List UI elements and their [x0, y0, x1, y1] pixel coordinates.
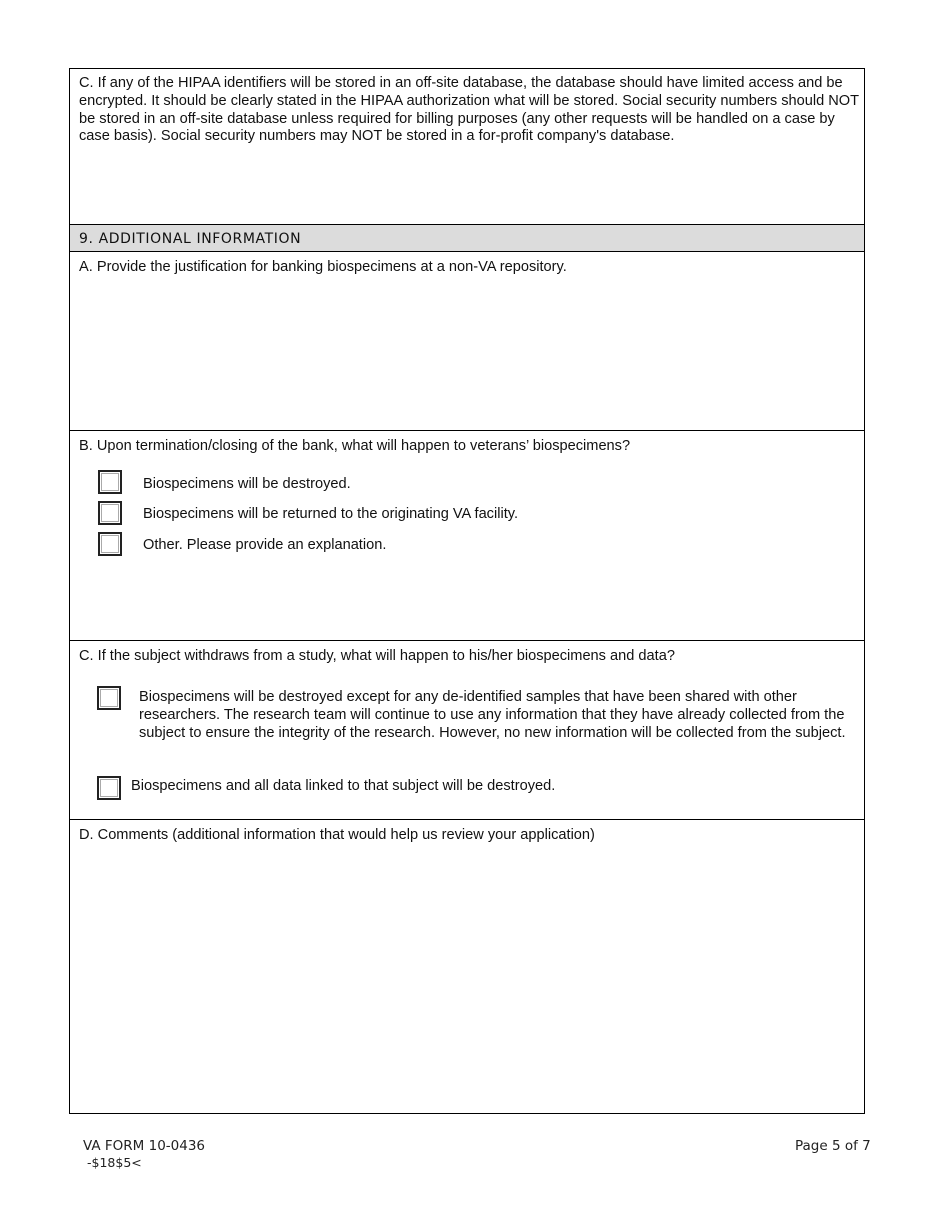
- section-8c: [70, 69, 864, 225]
- option-destroyed-label: Biospecimens will be destroyed.: [143, 476, 351, 492]
- option-other-label: Other. Please provide an explanation.: [143, 537, 387, 553]
- section-9-header: [70, 225, 864, 252]
- option-returned-label: Biospecimens will be returned to the originating VA facility.: [143, 506, 519, 522]
- checkbox-deidentified-retained[interactable]: [97, 686, 121, 710]
- section-9d[interactable]: [70, 820, 864, 1113]
- checkbox-destroyed[interactable]: [98, 470, 122, 494]
- checkbox-other[interactable]: [98, 532, 122, 556]
- checkbox-returned[interactable]: [98, 501, 122, 525]
- option-deidentified-label: Biospecimens will be destroyed except for any de-identified samples that have been shared with other researchers. The research team will continue to use any information that they have already collected from the subject to ensure the integrity of the research. However, no new information will be collected from the subject.: [139, 689, 846, 741]
- question-9c: C. If the subject withdraws from a study, what will happen to his/her biospecimens and data?: [79, 648, 675, 664]
- form-page: [69, 68, 865, 1114]
- checkbox-all-destroyed[interactable]: [97, 776, 121, 800]
- section-9b: [70, 431, 864, 641]
- hipaa-storage-instructions: C. If any of the HIPAA identifiers will be stored in an off-site database, the database should have limited access and be encrypted. It should be clearly stated in the HIPAA authorization what will be stored. Social security numbers should NOT be stored in an off-site database unless required for billing purposes (any other requests will be handled on a case by case basis). Social security numbers may NOT be stored in a for-profit company's database.: [79, 75, 859, 145]
- page-number: Page 5 of 7: [795, 1138, 871, 1154]
- option-all-destroyed-label: Biospecimens and all data linked to that subject will be destroyed.: [131, 778, 556, 794]
- question-9b: B. Upon termination/closing of the bank, what will happen to veterans’ biospecimens?: [79, 438, 631, 454]
- section-9a[interactable]: [70, 252, 864, 431]
- form-number: VA FORM 10-0436: [83, 1138, 206, 1154]
- question-9a: A. Provide the justification for banking biospecimens at a non-VA repository.: [79, 259, 567, 275]
- form-date: -$18$5<: [87, 1155, 142, 1170]
- question-9d: D. Comments (additional information that would help us review your application): [79, 827, 595, 843]
- section-9c: [70, 641, 864, 820]
- section-9-title: 9. ADDITIONAL INFORMATION: [79, 231, 302, 247]
